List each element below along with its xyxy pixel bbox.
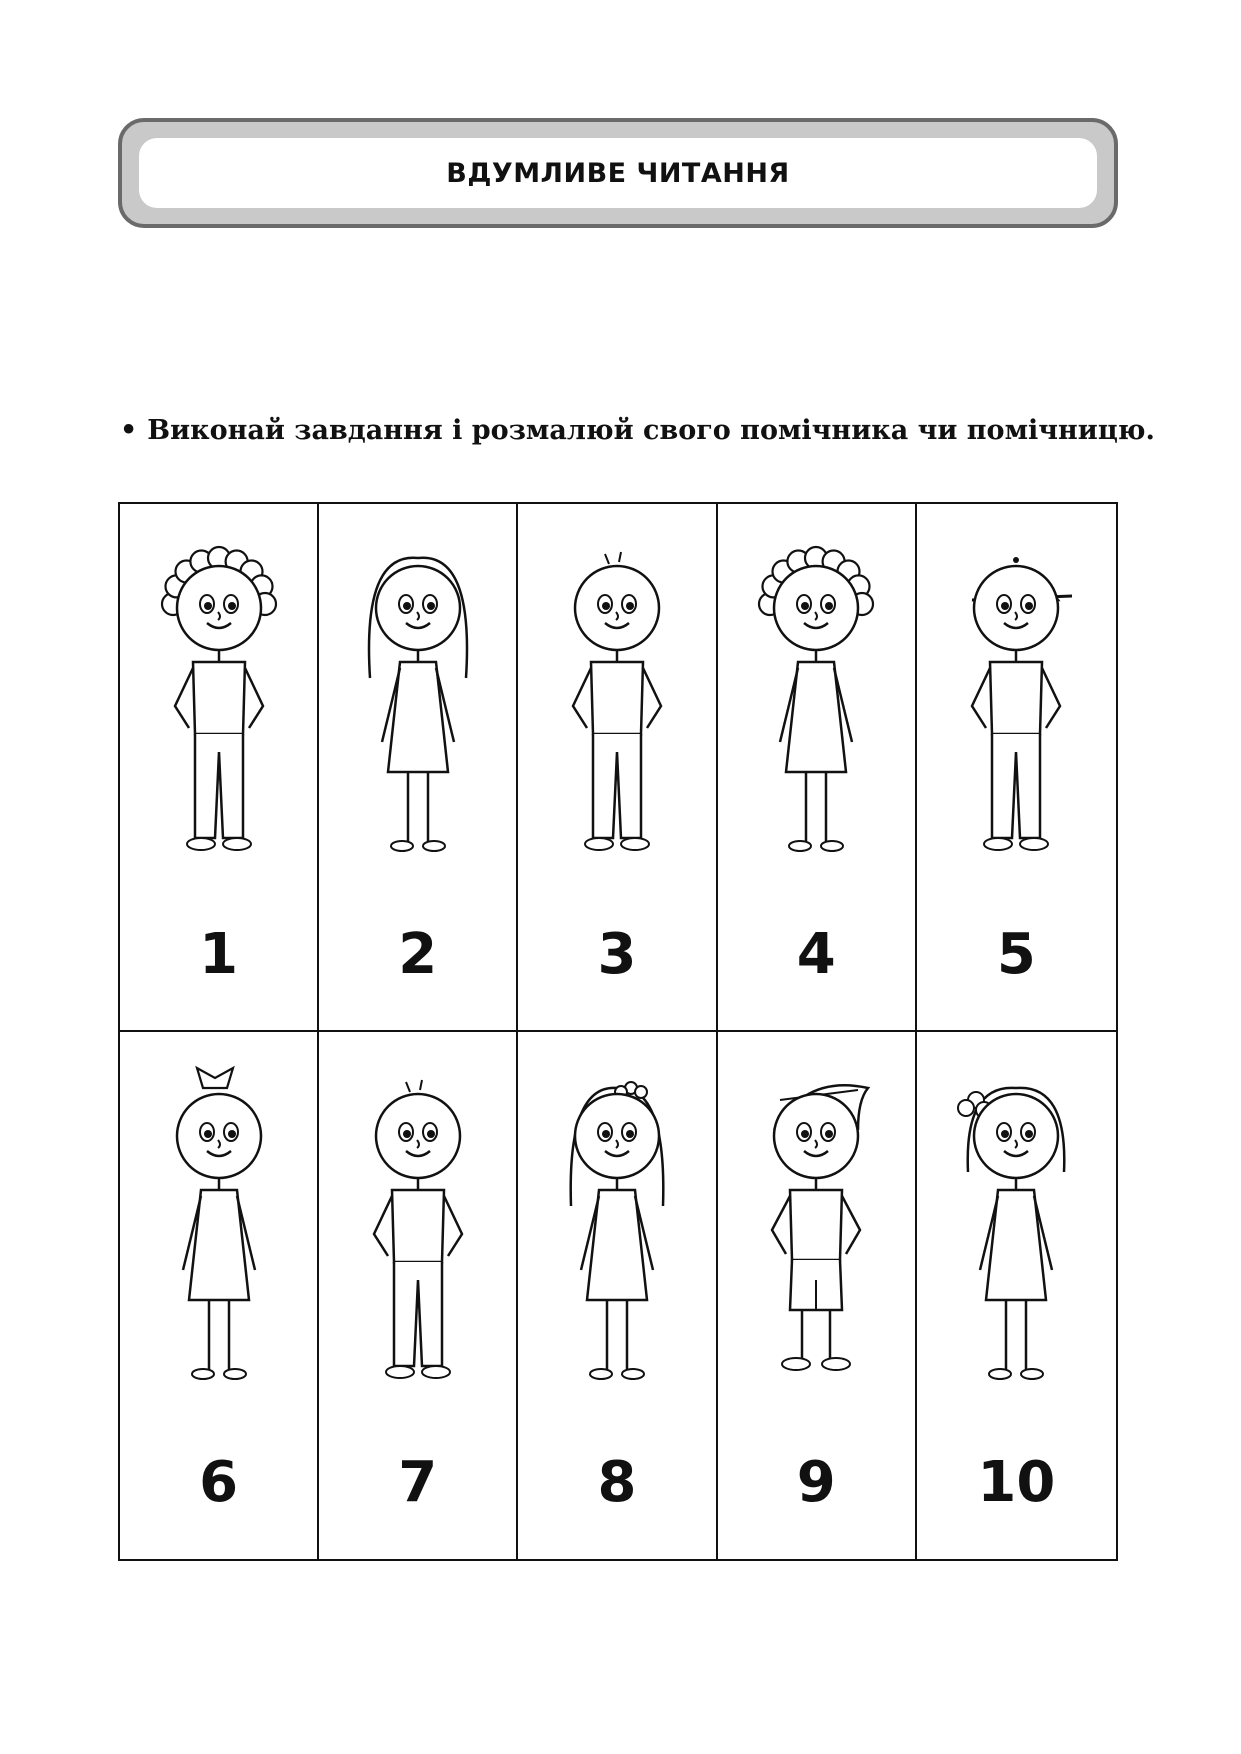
instruction-text: Виконай завдання і розмалюй свого помічника чи помічницю. (147, 415, 1155, 446)
character-cell (319, 504, 518, 1032)
character-number: 3 (597, 922, 637, 987)
character-cell (518, 504, 717, 1032)
character-number: 4 (796, 922, 836, 987)
characters-grid (118, 502, 1118, 1561)
character-number: 7 (398, 1449, 438, 1515)
boy-in-sun-tshirt-icon (333, 1054, 503, 1384)
girl-with-flower-headband-icon (532, 1054, 702, 1384)
character-number: 6 (199, 1449, 239, 1515)
boy-in-shorts-icon (731, 1054, 901, 1384)
character-cell (120, 1032, 319, 1560)
waving-boy-icon (532, 526, 702, 856)
character-cell (718, 504, 917, 1032)
character-number: 9 (796, 1449, 836, 1515)
girl-with-flower-in-hair-icon (931, 1054, 1101, 1384)
instruction-bullet: • (120, 415, 138, 446)
task-instruction (120, 415, 1155, 446)
character-number: 2 (398, 922, 438, 987)
title-banner-inner (139, 138, 1097, 208)
character-number: 10 (977, 1449, 1056, 1515)
character-number: 5 (996, 922, 1036, 987)
title-banner (118, 118, 1118, 228)
character-cell (718, 1032, 917, 1560)
character-number: 1 (199, 922, 239, 987)
boy-in-cap-icon (931, 526, 1101, 856)
character-cell (917, 504, 1116, 1032)
curly-hair-freckled-boy-icon (134, 526, 304, 856)
page-title: ВДУМЛИВЕ ЧИТАННЯ (446, 157, 790, 189)
curly-hair-freckled-girl-icon (731, 526, 901, 856)
character-cell (120, 504, 319, 1032)
character-cell (518, 1032, 717, 1560)
character-cell (319, 1032, 518, 1560)
girl-with-hair-bow-icon (134, 1054, 304, 1384)
character-number: 8 (597, 1449, 637, 1515)
character-cell (917, 1032, 1116, 1560)
long-hair-girl-icon (333, 526, 503, 856)
